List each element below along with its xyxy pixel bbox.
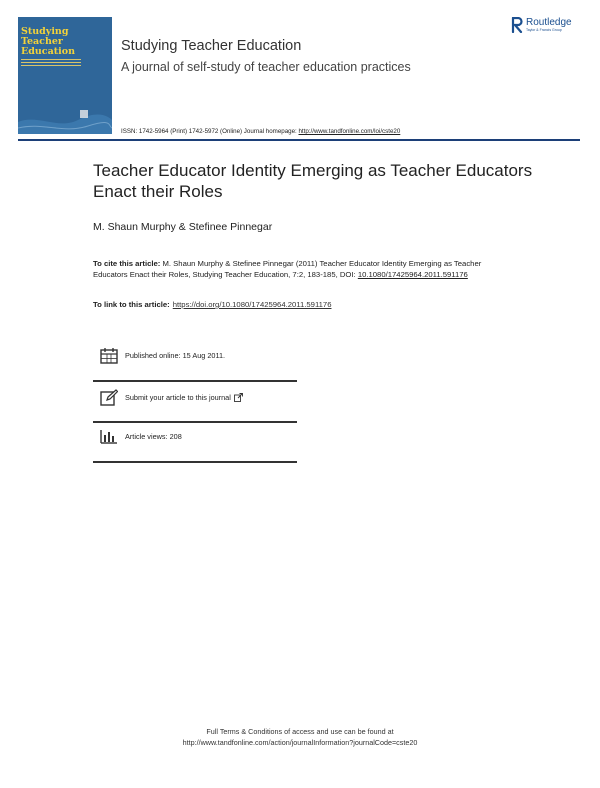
article-doi-url[interactable]: https://doi.org/10.1080/17425964.2011.591176 [172, 300, 332, 309]
published-online-row [100, 347, 225, 364]
issn-line [121, 128, 400, 135]
citation-label: To cite this article: [93, 259, 161, 268]
journal-title: Studying Teacher Education [121, 38, 302, 54]
info-divider [93, 380, 297, 382]
page-footer [0, 726, 600, 748]
article-link-line [93, 300, 331, 309]
bar-chart-icon [100, 429, 118, 444]
cover-decoration-lines [21, 59, 81, 68]
header-rule [18, 139, 580, 141]
citation-text: M. Shaun Murphy & Stefinee Pinnegar (2011) Teacher Educator Identity Emerging as Teacher Educators Enact their Roles, Studying Teacher Education, 7:2, 183-185, DOI: [93, 259, 482, 279]
publisher-tagline: Taylor & Francis Group [526, 28, 562, 32]
footer-line-1: Full Terms & Conditions of access and use can be found at [206, 727, 394, 736]
journal-homepage-link[interactable]: http://www.tandfonline.com/loi/cste20 [298, 128, 401, 135]
article-link-label: To link to this article: [93, 300, 170, 309]
submit-article-text[interactable]: Submit your article to this journal [125, 393, 231, 402]
cover-title-line-2: Teacher Education [21, 36, 75, 57]
info-divider [93, 461, 297, 463]
citation-block [93, 258, 513, 280]
info-divider [93, 421, 297, 423]
citation-doi-link[interactable]: 10.1080/17425964.2011.591176 [357, 270, 468, 279]
publisher-name: Routledge [526, 17, 572, 28]
external-link-icon [234, 393, 243, 402]
routledge-r-icon [511, 17, 523, 33]
journal-cover [18, 17, 112, 134]
article-authors: M. Shaun Murphy & Stefinee Pinnegar [93, 221, 273, 233]
cover-title-line-1: Studying [21, 26, 69, 37]
publisher-logo [511, 17, 572, 33]
article-views-text: Article views: 208 [125, 432, 182, 441]
cover-title [21, 27, 111, 57]
issn-text: ISSN: 1742-5964 (Print) 1742-5972 (Online) Journal homepage: [121, 128, 299, 135]
submit-article-row[interactable] [100, 389, 250, 406]
calendar-icon [100, 347, 118, 364]
edit-icon [100, 389, 118, 406]
article-views-row [100, 429, 182, 444]
journal-subtitle: A journal of self-study of teacher education practices [121, 60, 411, 74]
cover-wave-graphic [18, 104, 112, 134]
footer-terms-link[interactable]: http://www.tandfonline.com/action/journalInformation?journalCode=cste20 [182, 738, 418, 747]
article-title: Teacher Educator Identity Emerging as Teacher Educators Enact their Roles [93, 161, 533, 201]
published-online-text: Published online: 15 Aug 2011. [125, 351, 226, 360]
